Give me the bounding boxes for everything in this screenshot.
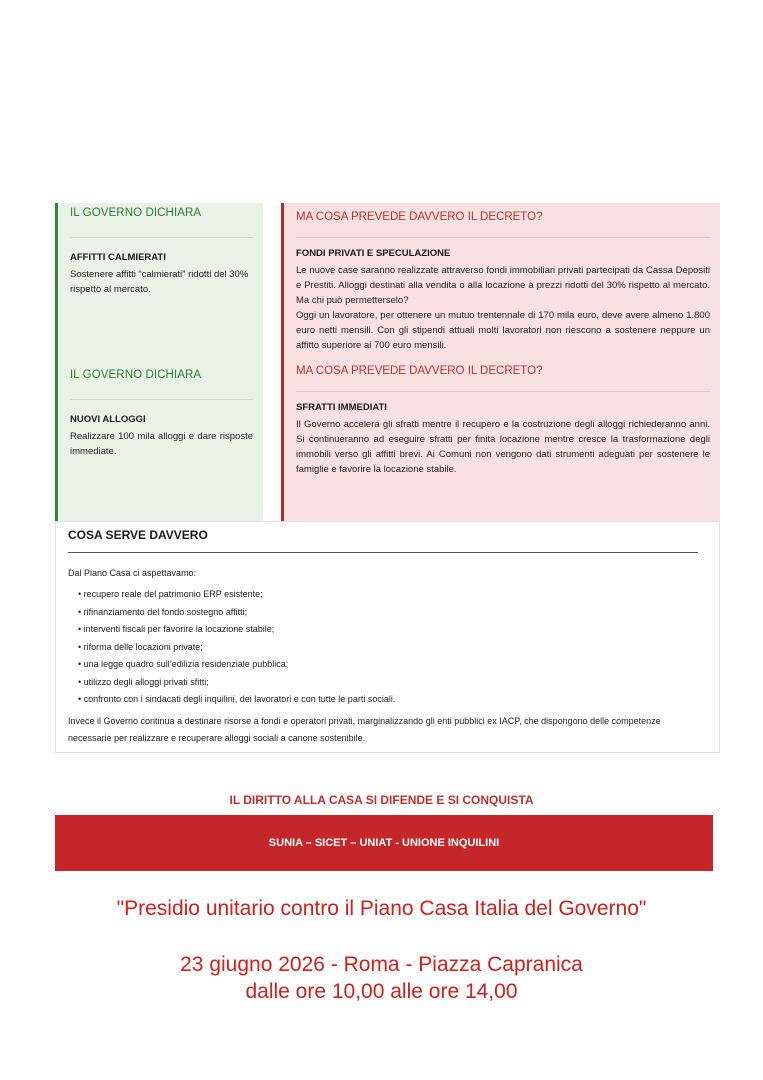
claim-header: IL GOVERNO DICHIARA [70,207,202,219]
needs-title: COSA SERVE DAVVERO [68,528,208,542]
decree-reality-panel [281,203,720,523]
divider [296,237,710,238]
organizations-banner [55,815,713,871]
event-title: "Presidio unitario contro il Piano Casa Italia del Governo" [116,897,647,920]
divider [68,552,698,553]
needs-box [55,521,720,753]
divider [70,237,253,238]
needs-list [78,586,705,709]
reality-text: Oggi un lavoratore, per ottenere un mutuo trentennale di 170 mila euro, deve avere almeno 1.800 euro netti mensili. Con gli stipendi attuali molti lavoratori non riescono a sostenere neppure un affitto superiore ai 700 euro mensili. [296,310,710,351]
event-date-place: 23 giugno 2026 - Roma - Piazza Capranica [180,953,583,976]
reality-subtitle: FONDI PRIVATI E SPECULAZIONE [296,248,451,259]
reality-text: Le nuove case saranno realizzate attraverso fondi immobiliari privati partecipati da Cassa Depositi e Prestiti. Alloggi destinati alla vendita o alla locazione a prezzi ridotti del 30% rispetto al mercato. Ma chi può permetterselo? [296,265,710,306]
government-claims-panel [55,203,263,523]
list-item: • confronto con i sindacati degli inquilini, dei lavoratori e con tutte le parti sociali. [78,691,705,709]
event-hours: dalle ore 10,00 alle ore 14,00 [245,980,518,1003]
needs-closing: Invece il Governo continua a destinare risorse a fondi e operatori privati, marginalizzando gli enti pubblici ex IACP, che dispongono delle competenze necessarie per realizzare e recuperare alloggi sociali a canone sostenibile. [68,715,661,743]
divider [70,399,253,400]
reality-header: MA COSA PREVEDE DAVVERO IL DECRETO? [296,365,543,377]
claim-text: Sostenere affitti “calmierati” ridotti del 30% rispetto al mercato. [70,269,249,295]
claim-subtitle: AFFITTI CALMIERATI [70,252,166,263]
divider [296,391,710,392]
reality-text: Il Governo accelera gli sfratti mentre il recupero e la costruzione degli alloggi richiederanno anni. Si continueranno ad eseguire sfratti per finita locazione mentre cresce la trasformazione degli immobili verso gli affitti brevi. Ai Comuni non vengono dati strumenti adeguati per sostenere le famiglie e favorire la locazione stabile. [296,419,710,475]
list-item: • una legge quadro sull’edilizia residenziale pubblica; [78,656,705,674]
claim-subtitle: NUOVI ALLOGGI [70,414,146,425]
needs-intro: Dal Piano Casa ci aspettavamo: [68,568,197,578]
list-item: • recupero reale del patrimonio ERP esistente; [78,586,705,604]
claim-text: Realizzare 100 mila alloggi e dare risposte immediate. [70,431,253,457]
list-item: • interventi fiscali per favorire la locazione stabile; [78,621,705,639]
reality-header: MA COSA PREVEDE DAVVERO IL DECRETO? [296,211,543,223]
comparison-row [55,203,720,523]
organizations-label: SUNIA – SICET – UNIAT - UNIONE INQUILINI [268,837,500,849]
claim-header: IL GOVERNO DICHIARA [70,369,202,381]
slogan: IL DIRITTO ALLA CASA SI DIFENDE E SI CONQUISTA [229,793,534,807]
list-item: • rifinanziamento del fondo sostegno affitti; [78,604,705,622]
list-item: • riforma delle locazioni private; [78,639,705,657]
list-item: • utilizzo degli alloggi privati sfitti; [78,674,705,692]
reality-subtitle: SFRATTI IMMEDIATI [296,402,387,413]
